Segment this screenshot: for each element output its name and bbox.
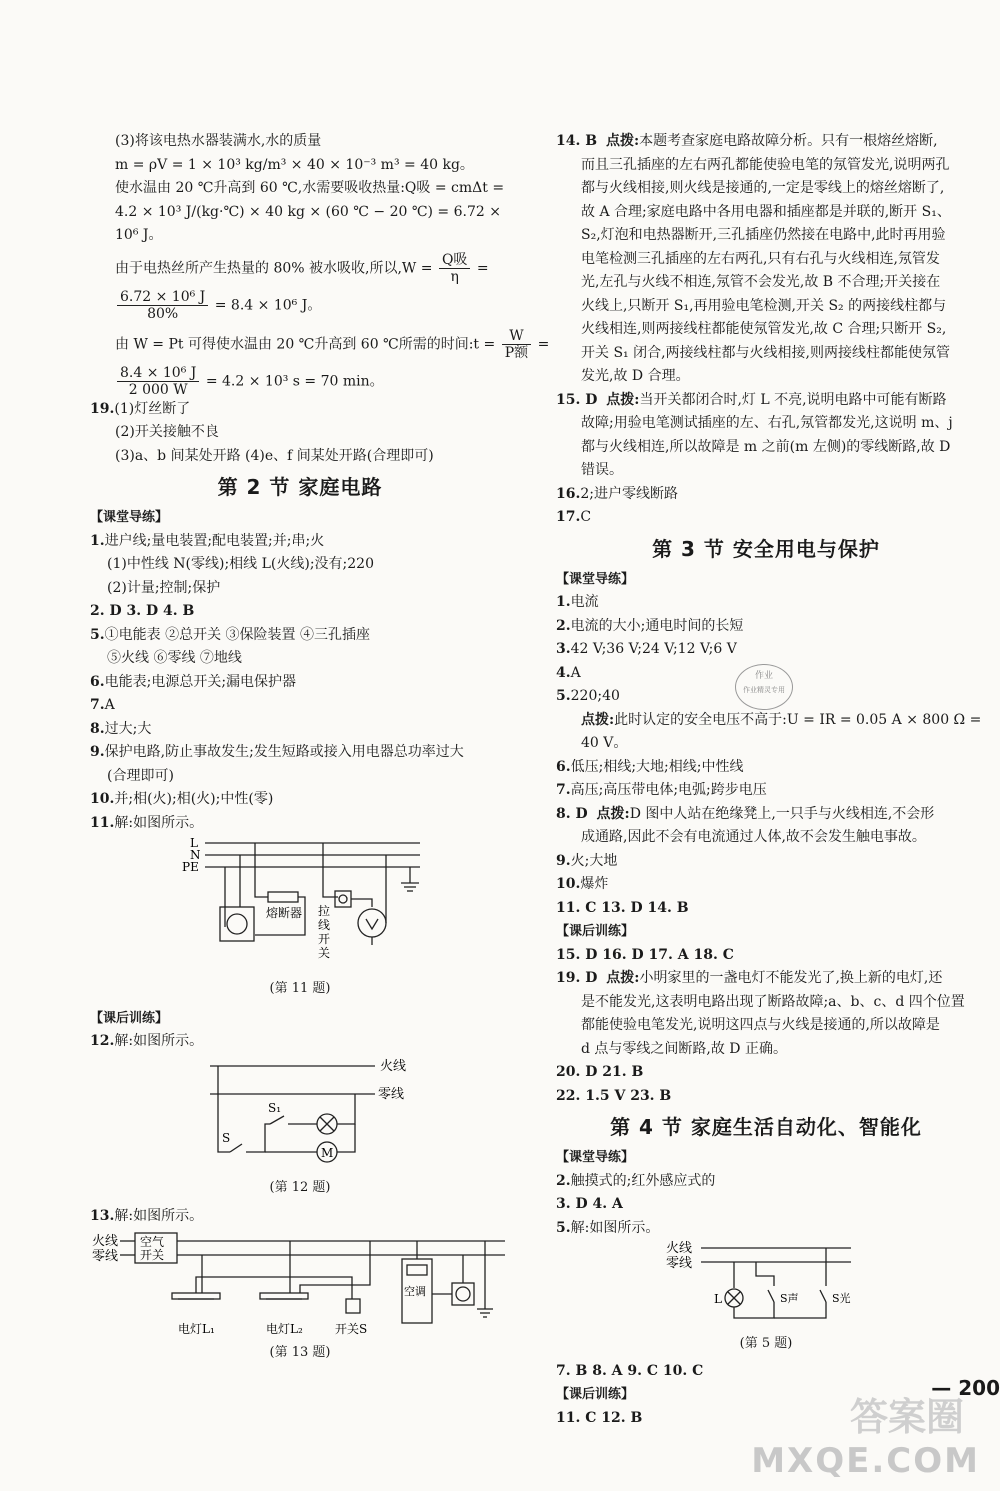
section-4-after-class-heading: 【课后训练】 — [556, 1387, 635, 1402]
q14-line7: 光,左孔与火线不相连,氖管不会发光,故 B 不合理;开关接在 — [581, 274, 941, 290]
s2-q1-number: 1. — [90, 532, 105, 549]
q16 — [556, 483, 976, 507]
homework-stamp — [735, 664, 793, 710]
s2-q13 — [90, 1205, 510, 1229]
s2-q2-4: 2. D 3. D 4. B — [90, 603, 195, 619]
fig11-label-n: N — [190, 848, 201, 862]
q18-3-line9-result: = 4.2 × 10³ s = 70 min。 — [205, 373, 384, 389]
q19-answer-1: (1)灯丝断了 — [114, 400, 191, 417]
fraction-energy — [117, 289, 208, 322]
s2-q10 — [90, 788, 510, 812]
q17-number: 17. — [556, 509, 581, 525]
q17-answer: C — [580, 509, 592, 525]
fig13-label-lamp-1: 电灯L₁ — [178, 1321, 215, 1336]
fig12-label-motor: M — [321, 1145, 334, 1160]
s2-q10-number: 10. — [90, 791, 115, 807]
figure-13 — [90, 1229, 510, 1341]
figure-11 — [90, 835, 510, 977]
s3-q10-number: 10. — [556, 876, 581, 892]
fraction-w-over-p — [502, 328, 531, 361]
s3-q7 — [556, 779, 976, 803]
s3-q5-tip-line1: 此时认定的安全电压不高于:U = IR = 0.05 A × 800 Ω = — [614, 711, 982, 728]
s2-q1 — [90, 530, 510, 554]
s3-q9-answer: 火;大地 — [570, 852, 618, 869]
s3-q10-answer: 爆炸 — [580, 876, 609, 892]
q19-answer-3: (3)a、b 间某处开路 (4)e、f 间某处开路(合理即可) — [115, 447, 434, 464]
s2-q5-answer-2: ⑤火线 ⑥零线 ⑦地线 — [107, 650, 242, 666]
q18-3-line6 — [90, 252, 510, 285]
s3-q6-number: 6. — [556, 758, 571, 775]
s3-q8-line2: 成通路,因此不会有电流通过人体,故不会发生触电事故。 — [581, 829, 926, 845]
s3-q19-line4: d 点与零线之间断路,故 D 正确。 — [581, 1040, 787, 1057]
fraction-denominator: P额 — [504, 344, 529, 361]
section-3-after-class-heading: 【课后训练】 — [556, 924, 635, 939]
section-2-after-class-heading: 【课后训练】 — [90, 1010, 169, 1026]
q14-tip-tag: 点拨: — [605, 133, 640, 149]
page-number: — 200 — [931, 1376, 1000, 1400]
s2-q9-number: 9. — [90, 744, 105, 760]
s4-q11-12: 11. C 12. B — [556, 1409, 643, 1426]
fig13-label-lamp-2: 电灯L₂ — [266, 1321, 303, 1336]
q14-line2: 而且三孔插座的左右两孔都能使验电笔的氖管发光,说明两孔 — [581, 156, 950, 173]
q14 — [556, 130, 976, 154]
s3-q8-tip-tag: 点拨: — [596, 805, 630, 822]
q18-3-line8-text: 由 W = Pt 可得使水温由 20 ℃升高到 60 ℃所需的时间:t = — [115, 336, 496, 352]
s3-q5-tip — [556, 709, 982, 733]
fig5-label-s-sound: S声 — [780, 1292, 799, 1305]
section-2-title: 第 2 节 家庭电路 — [217, 475, 383, 499]
watermark-answer-circle: 答案圈 — [849, 1395, 964, 1439]
s4-q2 — [556, 1170, 976, 1194]
s3-q1-answer: 电流 — [570, 594, 599, 610]
q15-line1: 当开关都闭合时,灯 L 不亮,说明电路中可能有断路 — [639, 391, 947, 408]
figure-12-circuit — [90, 1054, 510, 1176]
figure-5-circuit — [556, 1240, 976, 1332]
q14-line4: 故 A 合理;家庭电路中各用电器和插座都是并联的,断开 S₁、 — [581, 203, 951, 220]
s3-q11-14: 11. C 13. D 14. B — [556, 899, 689, 916]
s3-q8-number: 8. D — [556, 805, 588, 822]
fraction-numerator: Q吸 — [439, 252, 470, 269]
q15-line2: 故障;用验电笔测试插座的左、右孔,氖管都发光,这说明 m、j — [581, 415, 953, 431]
q18-3-line2: m = ρV = 1 × 10³ kg/m³ × 40 × 10⁻³ m³ = 40 kg。 — [115, 156, 474, 173]
fig5-label-neutral: 零线 — [666, 1256, 693, 1271]
s3-q7-answer: 高压;高压带电体;电弧;跨步电压 — [570, 782, 767, 798]
figure-13-circuit — [90, 1229, 510, 1341]
q14-line9: 火线相连,则两接线柱都能使氖管发光,故 C 合理;只断开 S₂, — [581, 321, 947, 337]
q15 — [556, 389, 976, 413]
s3-q15-18: 15. D 16. D 17. A 18. C — [556, 946, 734, 963]
s4-q3-4: 3. D 4. A — [556, 1196, 623, 1212]
fraction-q-over-eta — [439, 252, 470, 285]
figure-5-caption: (第 5 题) — [739, 1336, 793, 1351]
figure-11-caption: (第 11 题) — [269, 981, 331, 996]
stamp-text-2: 作业精灵专用 — [743, 686, 785, 694]
figure-12 — [90, 1054, 510, 1176]
s3-q1-number: 1. — [556, 594, 571, 610]
s2-q1-answer: 进户线;量电装置;配电装置;并;串;火 — [104, 532, 325, 549]
s3-q3-number: 3. — [556, 641, 571, 657]
fig5-label-s-light: S光 — [832, 1292, 851, 1305]
fig13-label-neutral: 零线 — [92, 1248, 119, 1264]
s3-q19-line2: 是不能发光,这表明电路出现了断路故障;a、b、c、d 四个位置 — [581, 993, 965, 1010]
fraction-denominator: 80% — [147, 305, 179, 322]
s2-q11 — [90, 812, 510, 836]
s3-q6 — [556, 756, 976, 780]
fig11-label-pe: PE — [182, 860, 199, 874]
s4-q5 — [556, 1217, 976, 1241]
fig13-label-breaker-1: 空气 — [140, 1234, 165, 1249]
q17 — [556, 506, 976, 530]
equals-sign: = — [537, 336, 550, 352]
s2-q9 — [90, 741, 510, 765]
s4-q5-answer: 解:如图所示。 — [570, 1219, 660, 1236]
fraction-numerator: W — [502, 328, 531, 345]
s2-q13-answer: 解:如图所示。 — [114, 1208, 204, 1224]
s2-q12 — [90, 1030, 510, 1054]
s2-q7 — [90, 694, 510, 718]
fig5-label-lamp: L — [714, 1292, 722, 1306]
s3-q4-answer: A — [570, 664, 581, 681]
fraction-numerator: 8.4 × 10⁶ J — [117, 365, 199, 382]
s3-q22-23: 22. 1.5 V 23. B — [556, 1087, 672, 1104]
q18-3-line7-result: = 8.4 × 10⁶ J。 — [214, 297, 322, 313]
q14-line8: 火线上,只断开 S₁,再用验电笔检测,开关 S₂ 的两接线柱都与 — [581, 297, 947, 314]
page-number-value: 200 — [958, 1376, 1000, 1400]
s3-q20-21: 20. D 21. B — [556, 1064, 644, 1080]
q14-number: 14. B — [556, 133, 598, 149]
s3-q2 — [556, 615, 976, 639]
s2-q9-answer: 保护电路,防止事故发生;发生短路或接入用电器总功率过大 — [104, 744, 464, 760]
fig11-label-switch-4: 关 — [318, 946, 331, 960]
fig11-label-fuse: 熔断器 — [266, 906, 303, 920]
q18-3-line9 — [90, 365, 510, 398]
s4-q5-number: 5. — [556, 1219, 571, 1236]
fig11-label-switch-3: 开 — [318, 932, 331, 946]
s2-q5 — [90, 624, 510, 648]
s3-q2-answer: 电流的大小;通电时间的长短 — [570, 617, 744, 634]
fig13-label-ac: 空调 — [404, 1284, 426, 1298]
section-4-title: 第 4 节 家庭生活自动化、智能化 — [610, 1115, 922, 1139]
q18-3-line7 — [90, 289, 510, 322]
s2-q7-number: 7. — [90, 697, 105, 713]
q16-number: 16. — [556, 485, 581, 502]
q18-3-line3: 使水温由 20 ℃升高到 60 ℃,水需要吸收热量:Q吸 = cmΔt = — [115, 180, 505, 196]
q19 — [90, 398, 510, 422]
s4-q7-10: 7. B 8. A 9. C 10. C — [556, 1362, 704, 1379]
q18-3-line6-text: 由于电热丝所产生热量的 80% 被水吸收,所以,W = — [115, 260, 433, 276]
s2-q11-answer: 解:如图所示。 — [114, 814, 204, 831]
s2-q1-sub1: (1)中性线 N(零线);相线 L(火线);没有;220 — [107, 556, 374, 572]
fraction-numerator: 6.72 × 10⁶ J — [117, 289, 208, 306]
q14-line1: 本题考查家庭电路故障分析。只有一根熔丝熔断, — [639, 133, 938, 149]
figure-11-circuit — [90, 835, 510, 977]
q14-line5: S₂,灯泡和电热器断开,三孔插座仍然接在电路中,此时再用验 — [581, 227, 946, 243]
fig5-label-live: 火线 — [666, 1241, 693, 1256]
s2-q7-answer: A — [104, 697, 115, 713]
section-3-title: 第 3 节 安全用电与保护 — [652, 536, 880, 561]
q19-answer-2: (2)开关接触不良 — [115, 424, 219, 440]
s2-q11-number: 11. — [90, 814, 115, 831]
q14-line6: 电笔检测三孔插座的左右两孔,只有右孔与火线相连,氖管发 — [581, 250, 940, 267]
s2-q13-number: 13. — [90, 1208, 115, 1224]
s2-q12-answer: 解:如图所示。 — [114, 1033, 204, 1049]
s3-q19-line1: 小明家里的一盏电灯不能发光了,换上新的电灯,还 — [639, 970, 943, 986]
s3-q1 — [556, 591, 976, 615]
q14-line3: 都与火线相接,则火线是接通的,一定是零线上的熔丝熔断了, — [581, 180, 945, 196]
q15-line4: 错误。 — [581, 462, 623, 478]
s2-q10-answer: 并;相(火);相(火);中性(零) — [114, 791, 274, 807]
s2-q5-answer: ①电能表 ②总开关 ③保险装置 ④三孔插座 — [104, 626, 370, 643]
s2-q6-number: 6. — [90, 673, 105, 690]
q14-line11: 发光,故 D 合理。 — [581, 368, 690, 384]
fraction-time — [117, 365, 199, 398]
s3-q5-answer: 220;40 — [570, 688, 620, 704]
section-4-classroom-heading: 【课堂导练】 — [556, 1150, 635, 1165]
s3-q6-answer: 低压;相线;大地;相线;中性线 — [570, 758, 744, 775]
s2-q1-sub2: (2)计量;控制;保护 — [107, 579, 221, 596]
fig12-label-neutral: 零线 — [378, 1086, 405, 1102]
fig12-label-s1: S₁ — [268, 1100, 282, 1115]
s3-q7-number: 7. — [556, 782, 571, 798]
q15-line3: 都与火线相连,所以故障是 m 之前(m 左侧)的零线断路,故 D — [581, 438, 951, 455]
fig13-label-switch: 开关S — [335, 1321, 368, 1336]
s3-q19-line3: 都能使验电笔发光,说明这四点与火线是接通的,所以故障是 — [581, 1017, 940, 1033]
fig11-label-switch-1: 拉 — [318, 904, 331, 918]
s3-q9 — [556, 850, 976, 874]
watermark-site: MXQE.COM — [751, 1441, 980, 1481]
figure-5 — [556, 1240, 976, 1332]
s3-q5-tip-line2: 40 V。 — [581, 735, 628, 751]
s3-q10 — [556, 873, 976, 897]
equals-sign: = — [476, 260, 489, 276]
s2-q5-number: 5. — [90, 626, 105, 643]
s3-q8 — [556, 803, 976, 827]
s4-q2-number: 2. — [556, 1172, 571, 1189]
fig13-label-breaker-2: 开关 — [140, 1247, 165, 1262]
fig12-label-s: S — [222, 1130, 231, 1145]
q18-3-line8 — [90, 327, 550, 361]
s3-q2-number: 2. — [556, 617, 571, 634]
figure-13-caption: (第 13 题) — [269, 1344, 331, 1360]
s3-q5-number: 5. — [556, 688, 571, 704]
section-2-classroom-heading: 【课堂导练】 — [90, 510, 169, 525]
section-3-classroom-heading: 【课堂导练】 — [556, 571, 635, 587]
s2-q12-number: 12. — [90, 1033, 115, 1049]
q19-number: 19. — [90, 400, 115, 417]
q18-3-line4: 4.2 × 10³ J/(kg·℃) × 40 kg × (60 ℃ − 20 ℃) = 6.72 × — [115, 203, 501, 220]
s3-q3 — [556, 638, 976, 662]
q18-3-line1: (3)将该电热水器装满水,水的质量 — [115, 133, 322, 149]
s3-q19-number: 19. D — [556, 970, 598, 986]
q14-line10: 开关 S₁ 闭合,两接线柱都与火线相接,则两接线柱都能使氖管 — [581, 344, 951, 361]
s3-q3-answer: 42 V;36 V;24 V;12 V;6 V — [570, 641, 737, 657]
s3-q19 — [556, 967, 976, 991]
s2-q8 — [90, 718, 510, 742]
s3-q4-number: 4. — [556, 664, 571, 681]
s3-q9-number: 9. — [556, 852, 571, 869]
s4-q2-answer: 触摸式的;红外感应式的 — [570, 1172, 716, 1189]
s3-q5-tip-tag: 点拨: — [581, 711, 615, 728]
fraction-denominator: 2 000 W — [128, 381, 188, 398]
s2-q8-number: 8. — [90, 720, 105, 737]
s2-q9-answer-2: (合理即可) — [107, 767, 174, 784]
q15-tip-tag: 点拨: — [606, 391, 640, 408]
figure-12-caption: (第 12 题) — [269, 1179, 331, 1195]
s3-q8-line1: D 图中人站在绝缘凳上,一只手与火线相连,不会形 — [629, 805, 935, 822]
q18-3-line5: 10⁶ J。 — [115, 227, 163, 243]
s2-q8-answer: 过大;大 — [104, 720, 152, 737]
s2-q6-answer: 电能表;电源总开关;漏电保护器 — [104, 673, 297, 690]
left-column — [90, 130, 550, 1364]
s2-q6 — [90, 671, 510, 695]
fig11-label-l: L — [190, 836, 198, 850]
q16-answer: 2;进户零线断路 — [580, 485, 678, 502]
s3-q19-tip-tag: 点拨: — [606, 970, 640, 986]
fig11-label-switch-2: 线 — [318, 918, 331, 932]
stamp-text-1: 作业 — [754, 671, 773, 681]
q15-number: 15. D — [556, 391, 598, 408]
fig12-label-live: 火线 — [380, 1058, 407, 1074]
fraction-denominator: η — [450, 268, 459, 285]
fig13-label-live: 火线 — [92, 1233, 119, 1249]
